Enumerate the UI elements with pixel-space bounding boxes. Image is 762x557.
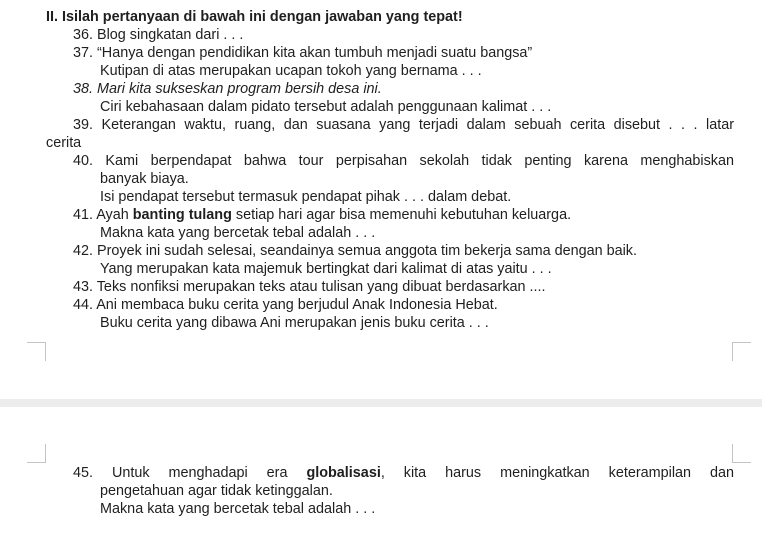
- question-44-prompt: Buku cerita yang dibawa Ani merupakan jenis buku cerita . . .: [100, 315, 489, 331]
- crop-mark-bottom-left: [27, 444, 46, 463]
- question-41: [73, 207, 571, 224]
- question-39: 39. Keterangan waktu, ruang, dan suasana yang terjadi dalam sebuah cerita disebut . . . latar: [73, 117, 734, 133]
- question-41-prompt: Makna kata yang bercetak tebal adalah . . .: [100, 225, 376, 241]
- bold-word: globalisasi: [306, 465, 381, 481]
- question-40-continuation: banyak biaya.: [100, 171, 189, 187]
- crop-mark-top-right: [732, 342, 751, 361]
- question-45-prompt: Makna kata yang bercetak tebal adalah . . .: [100, 501, 376, 517]
- question-45-text-end: , kita harus meningkatkan keterampilan dan: [380, 465, 734, 481]
- question-39-continuation: cerita: [46, 135, 82, 151]
- question-36: 36. Blog singkatan dari . . .: [73, 27, 244, 43]
- question-40-prompt: Isi pendapat tersebut termasuk pendapat pihak . . . dalam debat.: [100, 189, 512, 205]
- question-42: 42. Proyek ini sudah selesai, seandainya semua anggota tim bekerja sama dengan baik.: [73, 243, 637, 259]
- question-45-continuation: pengetahuan agar tidak ketinggalan.: [100, 483, 333, 499]
- question-38-prompt: Ciri kebahasaan dalam pidato tersebut adalah penggunaan kalimat . . .: [100, 99, 552, 115]
- question-37-prompt: Kutipan di atas merupakan ucapan tokoh yang bernama . . .: [100, 63, 482, 79]
- question-37: 37. “Hanya dengan pendidikan kita akan tumbuh menjadi suatu bangsa”: [73, 45, 533, 61]
- question-38: 38. Mari kita sukseskan program bersih desa ini.: [73, 81, 382, 97]
- crop-mark-top-left: [27, 342, 46, 361]
- question-43: 43. Teks nonfiksi merupakan teks atau tulisan yang dibuat berdasarkan ....: [73, 279, 546, 295]
- page-separator: [0, 399, 762, 407]
- section-heading: II. Isilah pertanyaan di bawah ini dengan jawaban yang tepat!: [46, 9, 463, 25]
- question-41-text-end: setiap hari agar bisa memenuhi kebutuhan keluarga.: [231, 207, 572, 223]
- question-45-text: 45. Untuk menghadapi era: [73, 465, 307, 481]
- bold-phrase: banting tulang: [132, 207, 232, 223]
- question-42-prompt: Yang merupakan kata majemuk bertingkat dari kalimat di atas yaitu . . .: [100, 261, 552, 277]
- question-41-text: 41. Ayah: [73, 207, 133, 223]
- question-40: 40. Kami berpendapat bahwa tour perpisahan sekolah tidak penting karena menghabiskan: [73, 153, 734, 169]
- question-44: 44. Ani membaca buku cerita yang berjudul Anak Indonesia Hebat.: [73, 297, 498, 313]
- crop-mark-bottom-right: [732, 444, 751, 463]
- question-45: [73, 465, 734, 482]
